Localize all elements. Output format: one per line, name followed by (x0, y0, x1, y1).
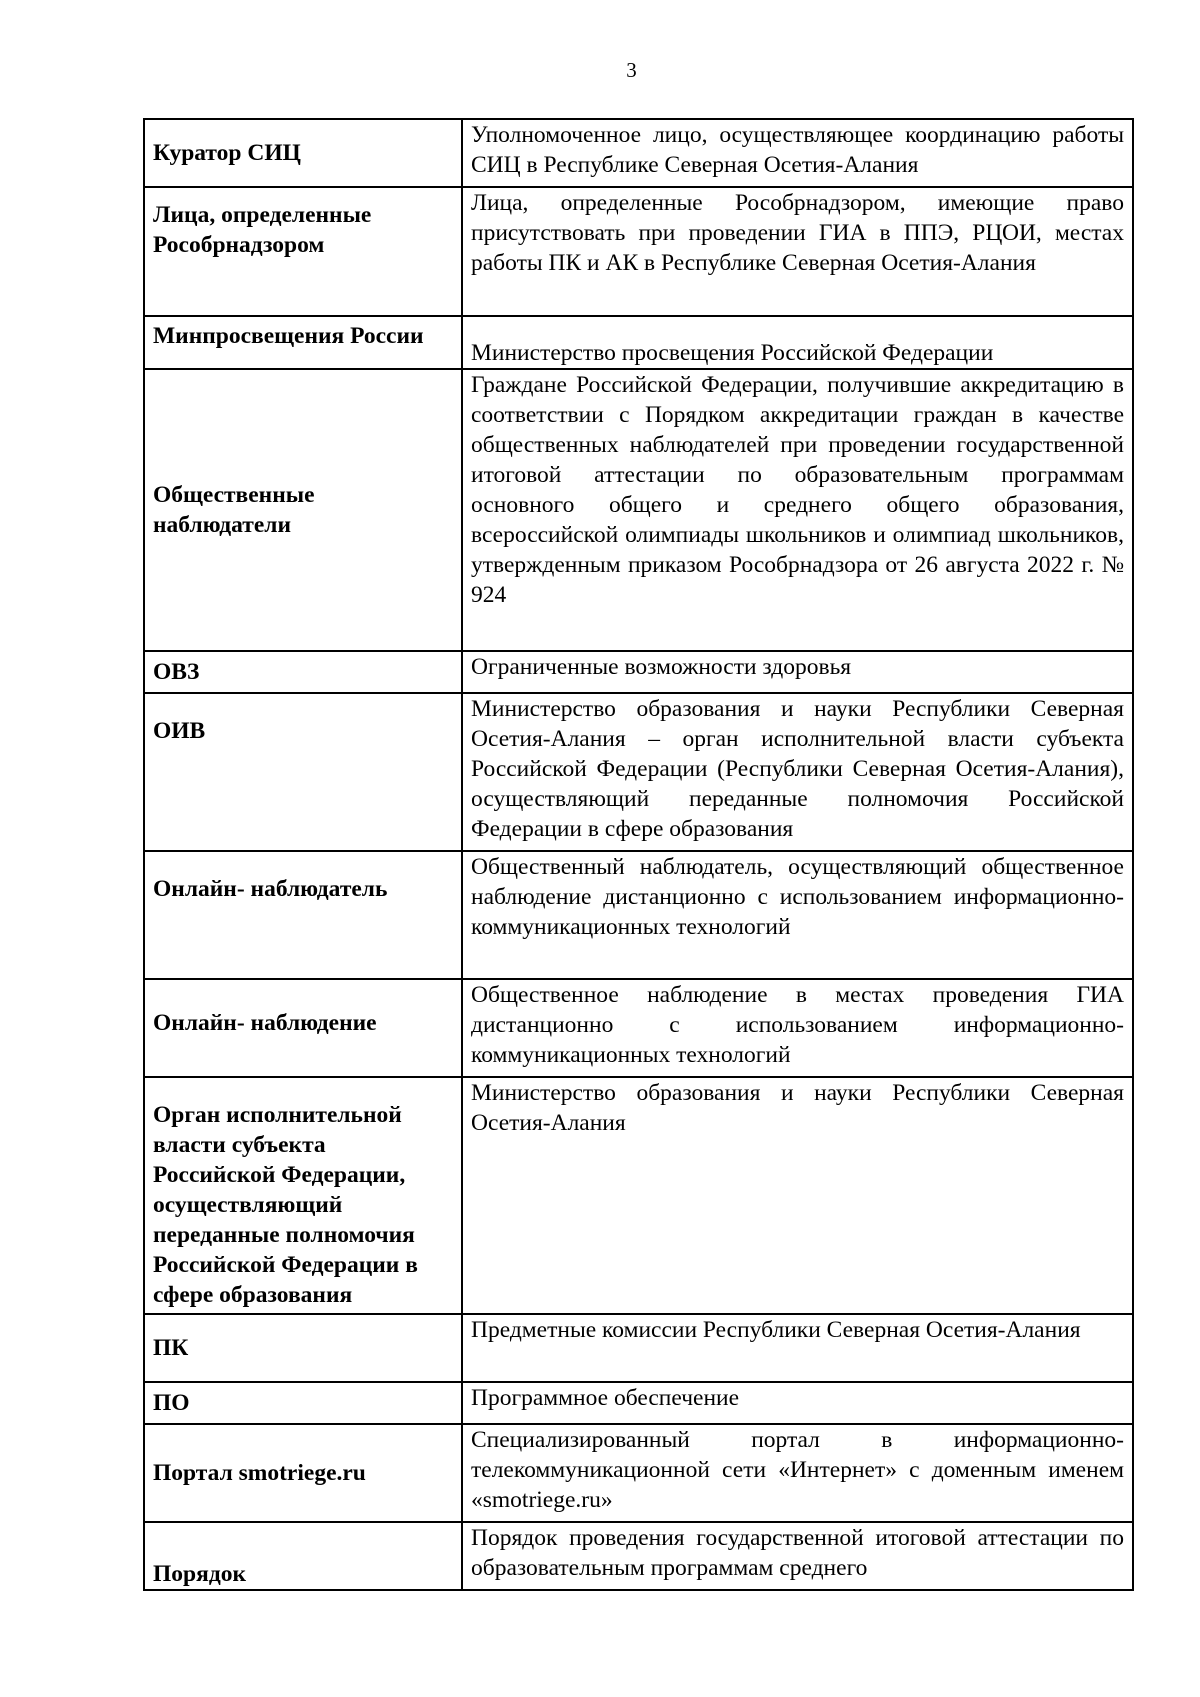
term-cell: Орган исполнительной власти субъекта Российской Федерации, осуществляющий переданные полномочия Российской Федерации в сфере образования (144, 1077, 462, 1314)
definition-cell: Граждане Российской Федерации, получившие аккредитацию в соответствии с Порядком аккредитации граждан в качестве общественных наблюдателей при проведении государственной итоговой аттестации по образовательным программам основного общего и среднего общего образования, всероссийской олимпиады школьников и олимпиад школьников, утвержденным приказом Рособрнадзора от 26 августа 2022 г. № 924 (462, 369, 1133, 651)
table-row (144, 693, 1133, 851)
definition-cell: Министерство просвещения Российской Федерации (462, 316, 1133, 369)
table-row (144, 851, 1133, 979)
table-row (144, 316, 1133, 369)
term-cell: Куратор СИЦ (144, 119, 462, 187)
definition-cell: Лица, определенные Рособрнадзором, имеющие право присутствовать при проведении ГИА в ППЭ, РЦОИ, местах работы ПК и АК в Республике Северная Осетия-Алания (462, 187, 1133, 316)
table-row (144, 1382, 1133, 1424)
glossary-table (143, 118, 1134, 1591)
table-row (144, 1077, 1133, 1314)
definition-cell: Порядок проведения государственной итоговой аттестации по образовательным программам среднего (462, 1522, 1133, 1590)
table-row (144, 1424, 1133, 1522)
definition-cell: Общественный наблюдатель, осуществляющий общественное наблюдение дистанционно с использованием информационно- коммуникационных технологий (462, 851, 1133, 979)
definition-cell: Предметные комиссии Республики Северная Осетия-Алания (462, 1314, 1133, 1382)
definition-cell: Общественное наблюдение в местах проведения ГИА дистанционно с использованием информационно-коммуникационных технологий (462, 979, 1133, 1077)
term-cell: Минпросвещения России (144, 316, 462, 369)
term-cell: ПО (144, 1382, 462, 1424)
definition-cell: Министерство образования и науки Республики Северная Осетия-Алания (462, 1077, 1133, 1314)
term-cell: Онлайн- наблюдение (144, 979, 462, 1077)
term-cell: ПК (144, 1314, 462, 1382)
table-row (144, 1522, 1133, 1590)
table-row (144, 1314, 1133, 1382)
term-cell: Лица, определенные Рособрнадзором (144, 187, 462, 316)
table-row (144, 119, 1133, 187)
definition-cell: Уполномоченное лицо, осуществляющее координацию работы СИЦ в Республике Северная Осетия-Алания (462, 119, 1133, 187)
term-cell: Порядок (144, 1522, 462, 1590)
term-cell: Портал smotriege.ru (144, 1424, 462, 1522)
definition-cell: Программное обеспечение (462, 1382, 1133, 1424)
term-cell: Онлайн- наблюдатель (144, 851, 462, 979)
table-row (144, 979, 1133, 1077)
table-row (144, 369, 1133, 651)
term-cell: Общественные наблюдатели (144, 369, 462, 651)
term-cell: ОИВ (144, 693, 462, 851)
term-cell: ОВЗ (144, 651, 462, 693)
table-row (144, 187, 1133, 316)
definition-cell: Ограниченные возможности здоровья (462, 651, 1133, 693)
table-row (144, 651, 1133, 693)
definition-cell: Министерство образования и науки Республики Северная Осетия-Алания – орган исполнительной власти субъекта Российской Федерации (Республики Северная Осетия-Алания), осуществляющий переданные полномочия Российской Федерации в сфере образования (462, 693, 1133, 851)
definition-cell: Специализированный портал в информационно-телекоммуникационной сети «Интернет» с доменным именем «smotriege.ru» (462, 1424, 1133, 1522)
page-number: 3 (626, 58, 637, 82)
